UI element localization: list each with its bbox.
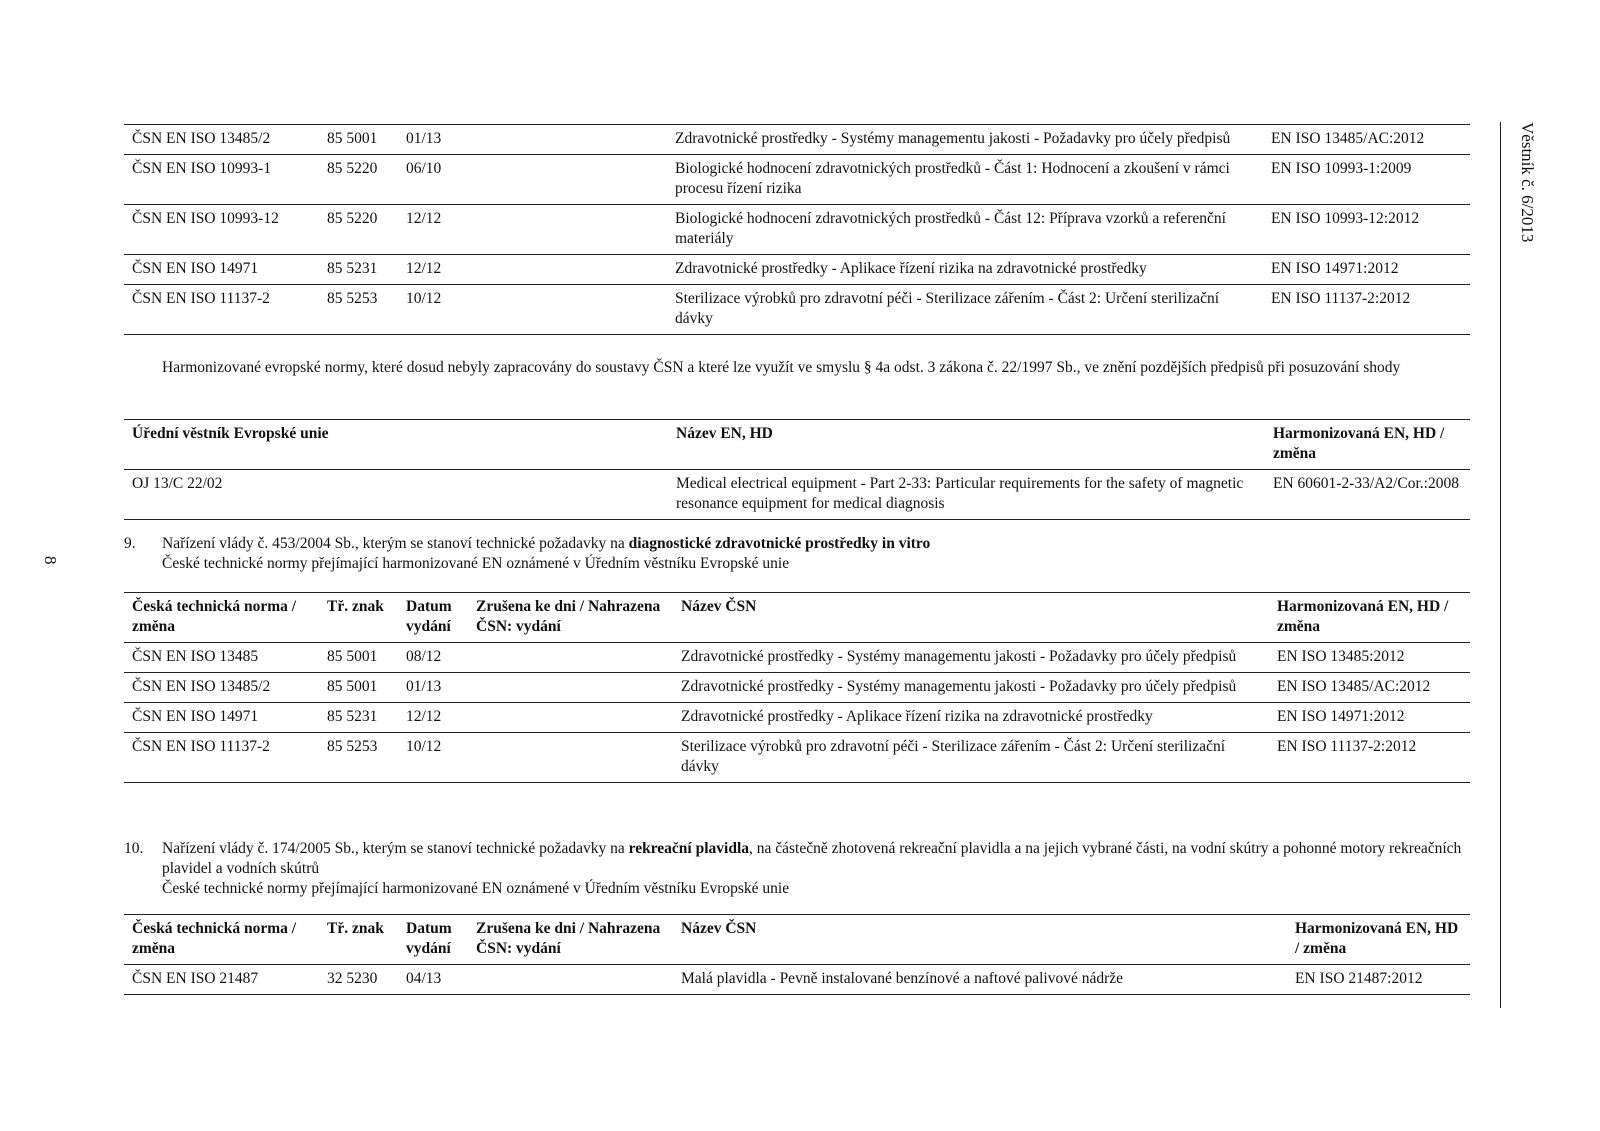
table-cell: Medical electrical equipment - Part 2-33: Particular requirements for the safety of magnetic resonance equipment for medical diagnosis — [668, 470, 1265, 520]
s9-header-harmonized: Harmonizovaná EN, HD / změna — [1269, 593, 1470, 643]
oj-header-name: Název EN, HD — [668, 420, 1265, 470]
table-cell — [468, 205, 667, 255]
section-10-title-text: Nařízení vlády č. 174/2005 Sb., kterým se stanoví technické požadavky na — [162, 840, 629, 857]
table-cell — [468, 285, 667, 335]
harmonized-note — [162, 358, 1402, 378]
table-cell: 85 5220 — [319, 205, 398, 255]
s9-header-class: Tř. znak — [319, 593, 398, 643]
s10-header-norm: Česká technická norma / změna — [124, 915, 319, 965]
section-9-number: 9. — [124, 535, 136, 552]
table-cell — [468, 965, 673, 995]
page-number: 8 — [41, 556, 60, 565]
table-cell — [468, 155, 667, 205]
table-cell: 85 5231 — [319, 255, 398, 285]
section-10-subtitle: České technické normy přejímající harmonizované EN oznámené v Úředním věstníku Evropské unie — [162, 880, 790, 897]
s10-header-harmonized: Harmonizovaná EN, HD / změna — [1287, 915, 1470, 965]
table-cell: Zdravotnické prostředky - Systémy managementu jakosti - Požadavky pro účely předpisů — [667, 125, 1263, 155]
section-10-title — [162, 839, 1470, 879]
table-cell: 12/12 — [398, 205, 468, 255]
standards-table-row — [124, 125, 1470, 155]
section-10-table — [124, 914, 1470, 995]
table-cell — [468, 643, 673, 673]
table-cell: Malá plavidla - Pevně instalované benzínové a naftové palivové nádrže — [673, 965, 1287, 995]
section-10-heading — [162, 839, 1470, 899]
table-cell: 12/12 — [398, 703, 468, 733]
table-cell: ČSN EN ISO 11137-2 — [124, 285, 319, 335]
section-10-number: 10. — [124, 840, 144, 857]
section-9-subtitle: České technické normy přejímající harmonizované EN oznámené v Úředním věstníku Evropské unie — [162, 555, 790, 572]
table-cell: EN ISO 11137-2:2012 — [1269, 733, 1470, 783]
section-10-table-row — [124, 965, 1470, 995]
table-cell: 10/12 — [398, 733, 468, 783]
table-cell: ČSN EN ISO 10993-1 — [124, 155, 319, 205]
section-9-table-row — [124, 673, 1470, 703]
margin-rule — [1500, 122, 1501, 1008]
table-cell: 12/12 — [398, 255, 468, 285]
section-9-table-row — [124, 703, 1470, 733]
section-9-table-row — [124, 733, 1470, 783]
s10-header-date: Datum vydání — [398, 915, 468, 965]
table-cell: 06/10 — [398, 155, 468, 205]
table-cell — [468, 733, 673, 783]
table-cell: EN ISO 10993-1:2009 — [1263, 155, 1470, 205]
table-cell: Sterilizace výrobků pro zdravotní péči - Sterilizace zářením - Část 2: Určení sterilizační dávky — [673, 733, 1269, 783]
journal-issue-label: Věstník č. 6/2013 — [1518, 122, 1537, 243]
table-cell: ČSN EN ISO 11137-2 — [124, 733, 319, 783]
section-9-table-row — [124, 643, 1470, 673]
table-cell: Zdravotnické prostředky - Systémy managementu jakosti - Požadavky pro účely předpisů — [673, 643, 1269, 673]
table-cell: EN ISO 10993-12:2012 — [1263, 205, 1470, 255]
table-cell — [468, 125, 667, 155]
table-cell: 01/13 — [398, 125, 468, 155]
table-cell: EN ISO 13485/AC:2012 — [1263, 125, 1470, 155]
oj-header-harmonized: Harmonizovaná EN, HD / změna — [1265, 420, 1470, 470]
official-journal-table — [124, 419, 1470, 520]
standards-table-row — [124, 155, 1470, 205]
table-cell — [468, 703, 673, 733]
table-cell: ČSN EN ISO 21487 — [124, 965, 319, 995]
table-cell: 85 5253 — [319, 733, 398, 783]
table-cell: 01/13 — [398, 673, 468, 703]
table-cell: Biologické hodnocení zdravotnických prostředků - Část 1: Hodnocení a zkoušení v rámci procesu řízení rizika — [667, 155, 1263, 205]
standards-table-row — [124, 255, 1470, 285]
standards-table-continued — [124, 124, 1470, 335]
section-9-title-text: Nařízení vlády č. 453/2004 Sb., kterým se stanoví technické požadavky na — [162, 535, 629, 552]
section-10-title-rest: , na částečně zhotovená rekreační plavidla a na jejich vybrané části, na vodní skútry a pohonné motory rekreačních plavidel a vodních skútrů — [162, 840, 1462, 877]
table-cell: 85 5001 — [319, 643, 398, 673]
table-cell: Zdravotnické prostředky - Systémy managementu jakosti - Požadavky pro účely předpisů — [673, 673, 1269, 703]
table-cell: EN ISO 14971:2012 — [1269, 703, 1470, 733]
table-cell: 08/12 — [398, 643, 468, 673]
oj-table-row — [124, 470, 1470, 520]
table-cell: 32 5230 — [319, 965, 398, 995]
table-cell: 85 5001 — [319, 673, 398, 703]
table-cell: Sterilizace výrobků pro zdravotní péči - Sterilizace zářením - Část 2: Určení sterilizační dávky — [667, 285, 1263, 335]
table-cell: EN ISO 13485/AC:2012 — [1269, 673, 1470, 703]
table-cell: OJ 13/C 22/02 — [124, 470, 668, 520]
oj-header-journal: Úřední věstník Evropské unie — [124, 420, 668, 470]
section-9-heading — [162, 534, 1462, 574]
table-cell: EN ISO 14971:2012 — [1263, 255, 1470, 285]
section-10-title-bold: rekreační plavidla — [628, 840, 750, 857]
standards-table-row — [124, 285, 1470, 335]
table-cell: ČSN EN ISO 14971 — [124, 255, 319, 285]
table-cell: 85 5253 — [319, 285, 398, 335]
table-cell: 10/12 — [398, 285, 468, 335]
section-9-title — [162, 534, 1462, 554]
s9-header-norm: Česká technická norma / změna — [124, 593, 319, 643]
table-cell: EN ISO 13485:2012 — [1269, 643, 1470, 673]
table-cell: ČSN EN ISO 14971 — [124, 703, 319, 733]
table-cell: Zdravotnické prostředky - Aplikace řízení rizika na zdravotnické prostředky — [673, 703, 1269, 733]
table-cell: ČSN EN ISO 13485 — [124, 643, 319, 673]
standards-table-row — [124, 205, 1470, 255]
s10-header-replaced: Zrušena ke dni / Nahrazena ČSN: vydání — [468, 915, 673, 965]
s10-header-name: Název ČSN — [673, 915, 1287, 965]
table-cell: 04/13 — [398, 965, 468, 995]
s9-header-name: Název ČSN — [673, 593, 1269, 643]
table-cell: 85 5220 — [319, 155, 398, 205]
harmonized-note-text: Harmonizované evropské normy, které dosud nebyly zapracovány do soustavy ČSN a které lze využít ve smyslu § 4a odst. 3 zákona č. 22/1997 Sb., ve znění pozdějších předpisů při posuzování shody — [162, 359, 1401, 376]
table-cell: EN ISO 11137-2:2012 — [1263, 285, 1470, 335]
table-cell: ČSN EN ISO 13485/2 — [124, 125, 319, 155]
section-9-title-bold: diagnostické zdravotnické prostředky in vitro — [628, 535, 931, 552]
table-cell: EN ISO 21487:2012 — [1287, 965, 1470, 995]
table-cell: EN 60601-2-33/A2/Cor.:2008 — [1265, 470, 1470, 520]
s9-header-date: Datum vydání — [398, 593, 468, 643]
s10-header-class: Tř. znak — [319, 915, 398, 965]
table-cell: 85 5001 — [319, 125, 398, 155]
table-cell: ČSN EN ISO 13485/2 — [124, 673, 319, 703]
table-cell: Zdravotnické prostředky - Aplikace řízení rizika na zdravotnické prostředky — [667, 255, 1263, 285]
table-cell: 85 5231 — [319, 703, 398, 733]
section-9-table — [124, 592, 1470, 783]
table-cell: ČSN EN ISO 10993-12 — [124, 205, 319, 255]
table-cell — [468, 255, 667, 285]
table-cell — [468, 673, 673, 703]
s9-header-replaced: Zrušena ke dni / Nahrazena ČSN: vydání — [468, 593, 673, 643]
table-cell: Biologické hodnocení zdravotnických prostředků - Část 12: Příprava vzorků a referenční materiály — [667, 205, 1263, 255]
